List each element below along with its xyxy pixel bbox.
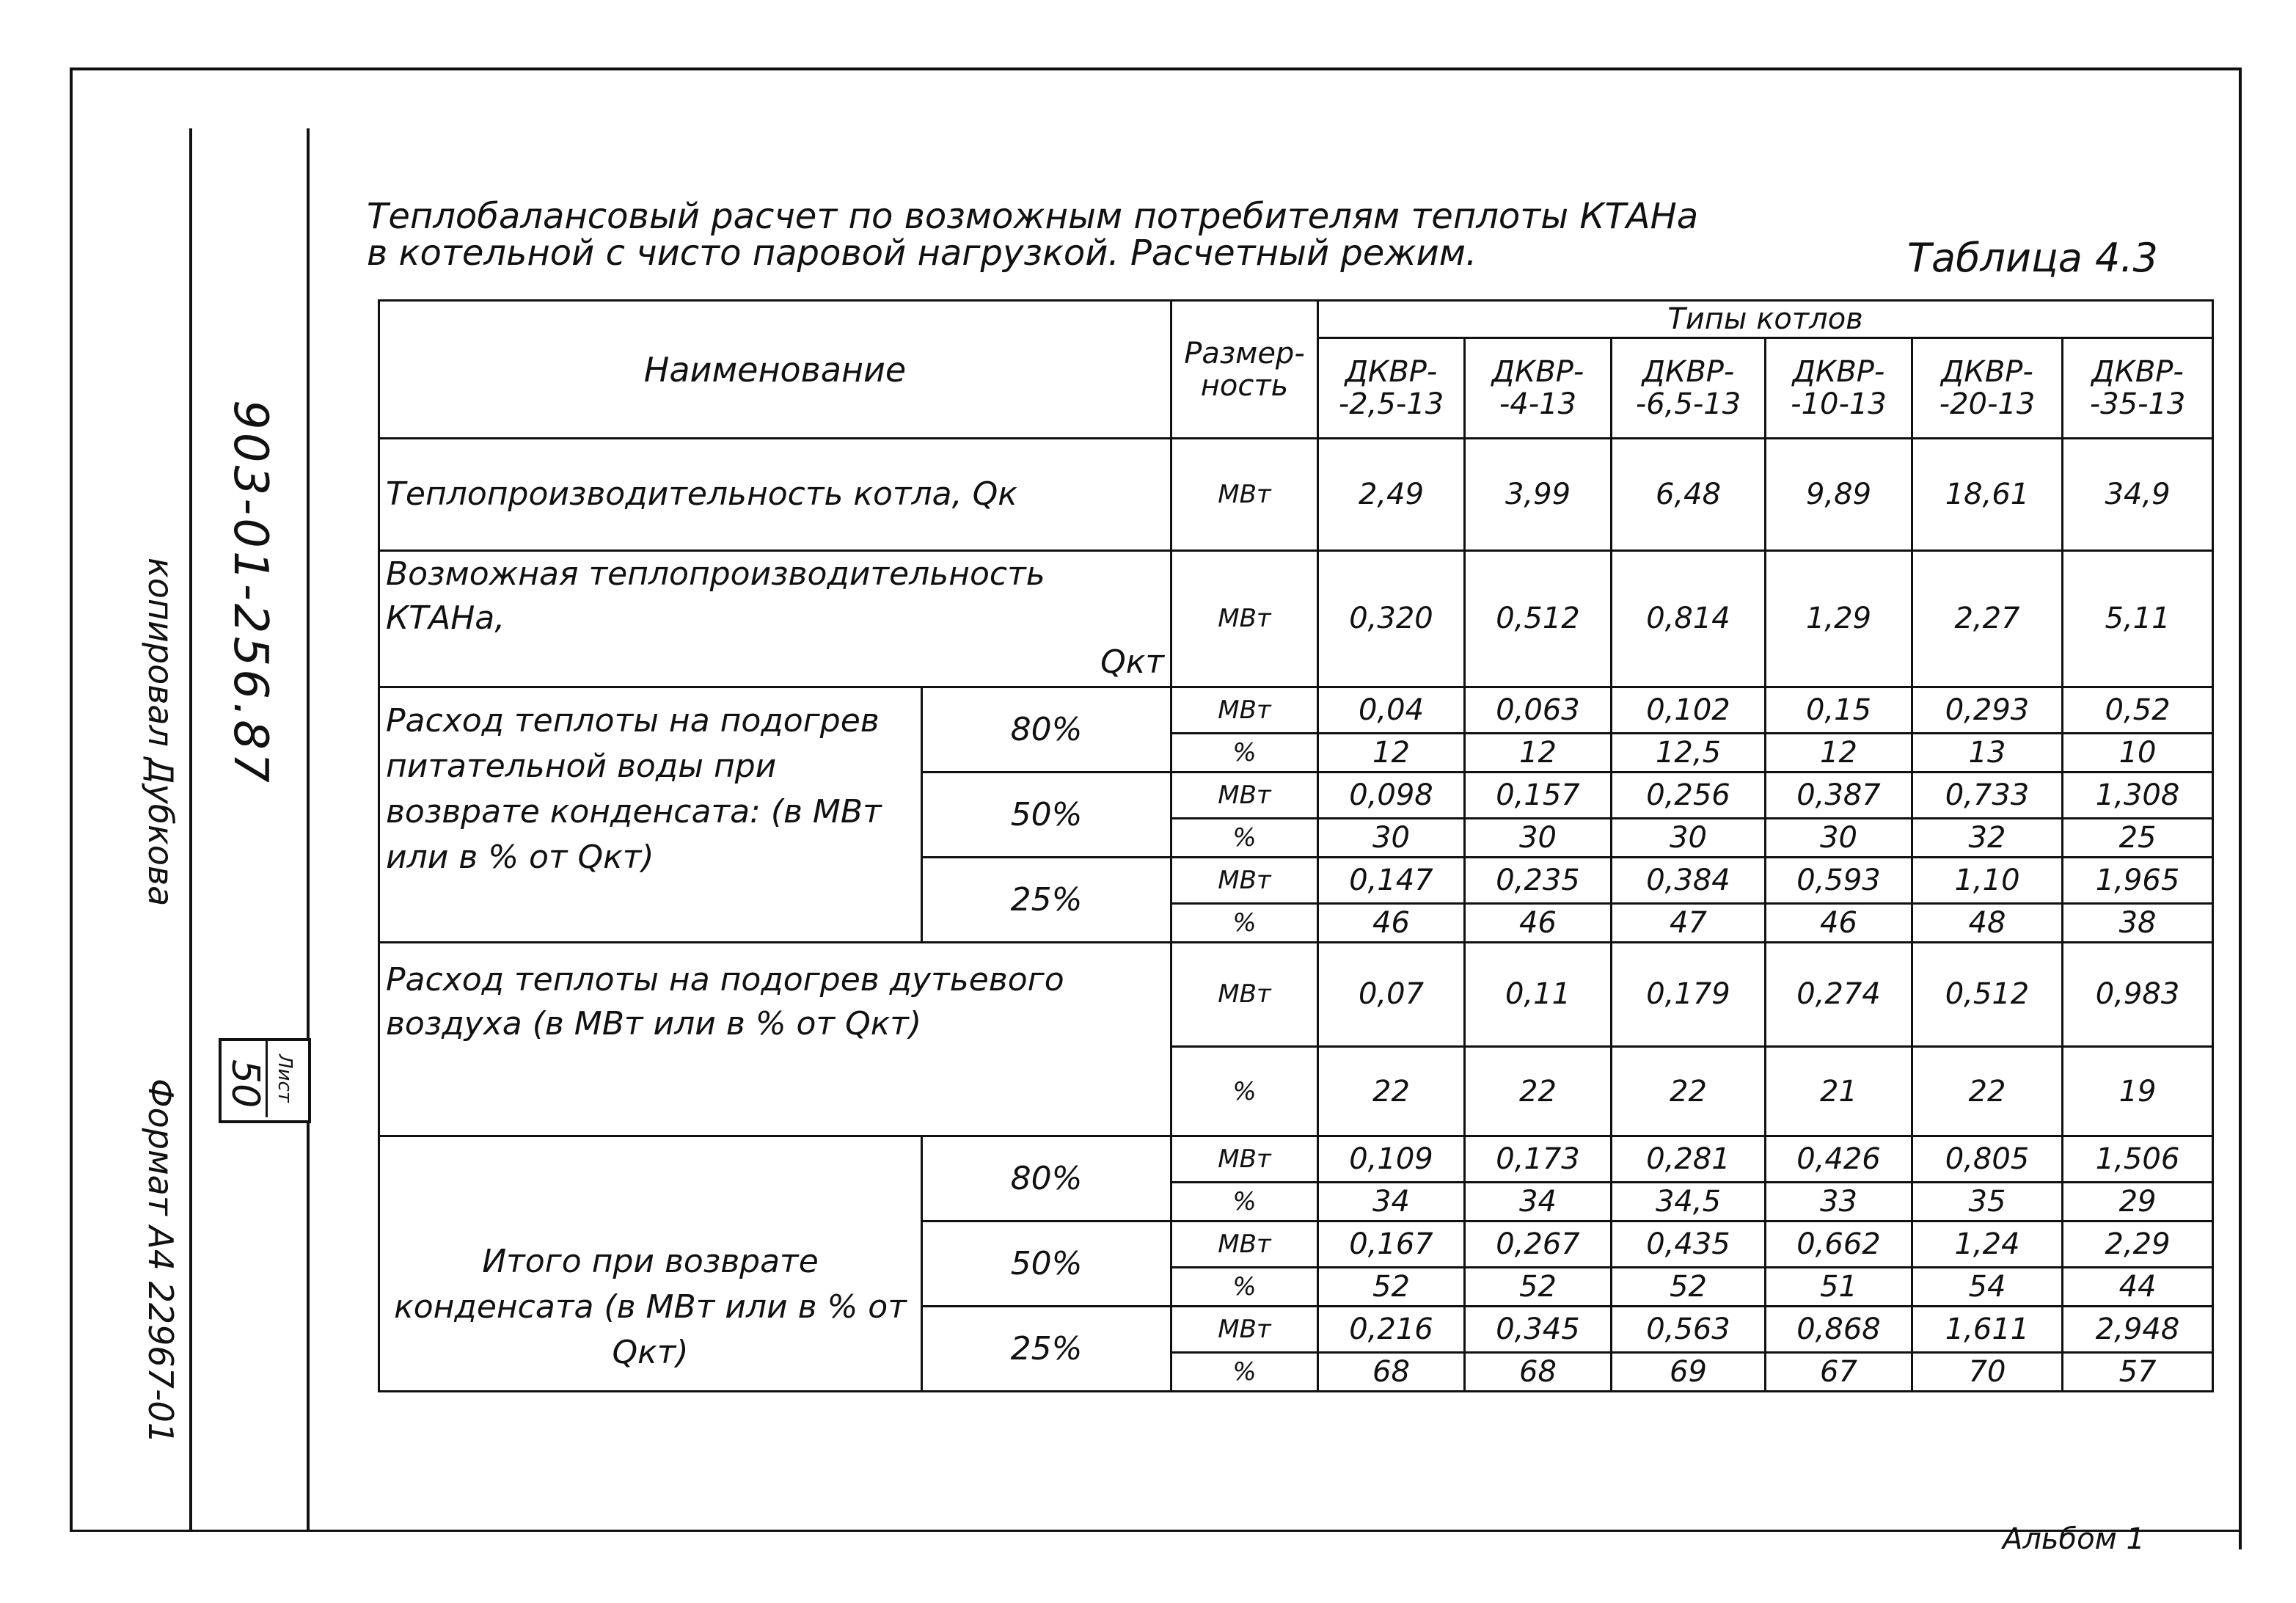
value-cell: 52 — [1318, 1268, 1465, 1307]
value-cell: 34 — [1318, 1183, 1465, 1222]
frame-top-border — [70, 67, 2241, 70]
binding-strip-border — [189, 128, 192, 1530]
value-cell: 35 — [1912, 1183, 2063, 1222]
value-cell: 32 — [1912, 818, 2063, 857]
value-cell: 0,733 — [1912, 772, 2063, 818]
header-name: Наименование — [379, 301, 1171, 439]
value-cell: 29 — [2063, 1183, 2213, 1222]
sheet-label: Лист — [274, 1054, 296, 1103]
unit-cell: % — [1171, 1183, 1318, 1222]
row-label: Расход теплоты на подогрев дутьевого воздуха (в МВт или в % от Qкт) — [379, 942, 1171, 1136]
value-cell: 0,15 — [1766, 687, 1912, 733]
value-cell: 0,512 — [1465, 550, 1612, 687]
value-cell: 0,384 — [1612, 857, 1766, 903]
value-cell: 44 — [2063, 1268, 2213, 1307]
title-line-2: в котельной с чисто паровой нагрузкой. Расчетный режим. — [367, 233, 1477, 274]
value-cell: 0,157 — [1465, 772, 1612, 818]
header-dimension: Размер-ность — [1171, 301, 1318, 439]
unit-cell: МВт — [1171, 942, 1318, 1046]
value-cell: 34,9 — [2063, 439, 2213, 551]
value-cell: 0,983 — [2063, 942, 2213, 1046]
value-cell: 0,167 — [1318, 1222, 1465, 1268]
frame-bottom-border — [70, 1530, 2241, 1532]
album-label: Альбом 1 — [2003, 1522, 2145, 1556]
table-number-label: Таблица 4.3 — [1907, 235, 2158, 281]
value-cell: 0,593 — [1766, 857, 1912, 903]
table-row — [379, 687, 2213, 733]
value-cell: 0,805 — [1912, 1136, 2063, 1183]
header-boiler-type: ДКВР- -4-13 — [1465, 337, 1612, 438]
value-cell: 12 — [1766, 733, 1912, 772]
table-row — [379, 942, 2213, 1046]
condensate-return-cell: 50% — [922, 772, 1171, 857]
format-note: Формат А4 22967-01 — [141, 1078, 180, 1445]
value-cell: 0,179 — [1612, 942, 1766, 1046]
value-cell: 57 — [2063, 1353, 2213, 1392]
value-cell: 2,49 — [1318, 439, 1465, 551]
header-boiler-types: Типы котлов — [1318, 301, 2213, 338]
unit-cell: МВт — [1171, 1136, 1318, 1183]
value-cell: 0,102 — [1612, 687, 1766, 733]
value-cell: 0,274 — [1766, 942, 1912, 1046]
unit-cell: МВт — [1171, 772, 1318, 818]
value-cell: 34,5 — [1612, 1183, 1766, 1222]
value-cell: 0,173 — [1465, 1136, 1612, 1183]
value-cell: 30 — [1318, 818, 1465, 857]
value-cell: 48 — [1912, 903, 2063, 942]
value-cell: 0,11 — [1465, 942, 1612, 1046]
value-cell: 12,5 — [1612, 733, 1766, 772]
value-cell: 34 — [1465, 1183, 1612, 1222]
row-label-main: Возможная теплопроизводительность КТАНа, — [386, 555, 1045, 638]
value-cell: 22 — [1318, 1047, 1465, 1136]
value-cell: 1,29 — [1766, 550, 1912, 687]
value-cell: 0,512 — [1912, 942, 2063, 1046]
value-cell: 6,48 — [1612, 439, 1766, 551]
header-boiler-type: ДКВР- -20-13 — [1912, 337, 2063, 438]
value-cell: 0,109 — [1318, 1136, 1465, 1183]
value-cell: 30 — [1766, 818, 1912, 857]
document-number: 903-01-256.87 — [223, 400, 277, 786]
value-cell: 1,506 — [2063, 1136, 2213, 1183]
value-cell: 0,345 — [1465, 1307, 1612, 1353]
value-cell: 33 — [1766, 1183, 1912, 1222]
value-cell: 12 — [1465, 733, 1612, 772]
condensate-return-cell: 25% — [922, 857, 1171, 942]
unit-cell: % — [1171, 903, 1318, 942]
value-cell: 0,52 — [2063, 687, 2213, 733]
unit-cell: МВт — [1171, 857, 1318, 903]
value-cell: 1,611 — [1912, 1307, 2063, 1353]
feedwater-section — [379, 687, 2213, 942]
value-cell: 1,965 — [2063, 857, 2213, 903]
row-label: Теплопроизводительность котла, Qк — [379, 439, 1171, 551]
value-cell: 1,10 — [1912, 857, 2063, 903]
value-cell: 9,89 — [1766, 439, 1912, 551]
header-boiler-type: ДКВР- -2,5-13 — [1318, 337, 1465, 438]
condensate-return-cell: 25% — [922, 1307, 1171, 1392]
unit-cell: МВт — [1171, 550, 1318, 687]
heat-balance-table — [378, 299, 2214, 1392]
header-boiler-type: ДКВР- -35-13 — [2063, 337, 2213, 438]
value-cell: 2,948 — [2063, 1307, 2213, 1353]
value-cell: 51 — [1766, 1268, 1912, 1307]
row-label — [379, 550, 1171, 687]
value-cell: 0,426 — [1766, 1136, 1912, 1183]
unit-cell: МВт — [1171, 1307, 1318, 1353]
value-cell: 0,235 — [1465, 857, 1612, 903]
unit-cell: % — [1171, 818, 1318, 857]
value-cell: 0,216 — [1318, 1307, 1465, 1353]
value-cell: 0,320 — [1318, 550, 1465, 687]
unit-cell: МВт — [1171, 687, 1318, 733]
value-cell: 67 — [1766, 1353, 1912, 1392]
title-line-1: Теплобалансовый расчет по возможным потребителям теплоты КТАНа — [367, 196, 1699, 237]
value-cell: 46 — [1465, 903, 1612, 942]
value-cell: 0,147 — [1318, 857, 1465, 903]
sheet-number: 50 — [223, 1059, 267, 1109]
value-cell: 38 — [2063, 903, 2213, 942]
value-cell: 12 — [1318, 733, 1465, 772]
value-cell: 70 — [1912, 1353, 2063, 1392]
value-cell: 0,098 — [1318, 772, 1465, 818]
header-boiler-type: ДКВР- -10-13 — [1766, 337, 1912, 438]
row-label: Расход теплоты на подогрев питательной воды при возврате конденсата: (в МВт или в % от Qкт) — [379, 687, 922, 942]
binding-strip-inner-border — [307, 128, 310, 1530]
value-cell: 22 — [1465, 1047, 1612, 1136]
value-cell: 2,29 — [2063, 1222, 2213, 1268]
value-cell: 0,07 — [1318, 942, 1465, 1046]
value-cell: 0,256 — [1612, 772, 1766, 818]
value-cell: 30 — [1465, 818, 1612, 857]
total-section — [379, 1136, 2213, 1392]
value-cell: 68 — [1465, 1353, 1612, 1392]
value-cell: 54 — [1912, 1268, 2063, 1307]
value-cell: 0,868 — [1766, 1307, 1912, 1353]
frame-left-border — [70, 67, 73, 1531]
value-cell: 46 — [1318, 903, 1465, 942]
value-cell: 5,11 — [2063, 550, 2213, 687]
value-cell: 0,267 — [1465, 1222, 1612, 1268]
row-label: Итого при возврате конденсата (в МВт или в % от Qкт) — [379, 1136, 922, 1392]
value-cell: 0,662 — [1766, 1222, 1912, 1268]
copied-by-note: копировал Дубкова — [141, 558, 180, 907]
unit-cell: МВт — [1171, 439, 1318, 551]
frame-right-border — [2239, 67, 2242, 1549]
unit-cell: % — [1171, 733, 1318, 772]
value-cell: 10 — [2063, 733, 2213, 772]
unit-cell: % — [1171, 1268, 1318, 1307]
unit-cell: МВт — [1171, 1222, 1318, 1268]
value-cell: 1,308 — [2063, 772, 2213, 818]
table-row — [379, 439, 2213, 551]
value-cell: 68 — [1318, 1353, 1465, 1392]
value-cell: 21 — [1766, 1047, 1912, 1136]
value-cell: 22 — [1612, 1047, 1766, 1136]
value-cell: 19 — [2063, 1047, 2213, 1136]
value-cell: 3,99 — [1465, 439, 1612, 551]
value-cell: 30 — [1612, 818, 1766, 857]
value-cell: 0,814 — [1612, 550, 1766, 687]
value-cell: 47 — [1612, 903, 1766, 942]
value-cell: 0,063 — [1465, 687, 1612, 733]
value-cell: 0,387 — [1766, 772, 1912, 818]
value-cell: 52 — [1465, 1268, 1612, 1307]
value-cell: 1,24 — [1912, 1222, 2063, 1268]
condensate-return-cell: 50% — [922, 1222, 1171, 1307]
header-boiler-type: ДКВР- -6,5-13 — [1612, 337, 1766, 438]
unit-cell: % — [1171, 1353, 1318, 1392]
condensate-return-cell: 80% — [922, 687, 1171, 772]
value-cell: 25 — [2063, 818, 2213, 857]
value-cell: 22 — [1912, 1047, 2063, 1136]
table-row — [379, 550, 2213, 687]
row-label-sub: Qкт — [1100, 643, 1164, 682]
value-cell: 52 — [1612, 1268, 1766, 1307]
value-cell: 46 — [1766, 903, 1912, 942]
value-cell: 0,563 — [1612, 1307, 1766, 1353]
value-cell: 0,04 — [1318, 687, 1465, 733]
document-title — [367, 196, 1699, 274]
value-cell: 2,27 — [1912, 550, 2063, 687]
unit-cell: % — [1171, 1047, 1318, 1136]
value-cell: 69 — [1612, 1353, 1766, 1392]
table-row — [379, 1136, 2213, 1183]
value-cell: 0,435 — [1612, 1222, 1766, 1268]
value-cell: 0,293 — [1912, 687, 2063, 733]
value-cell: 0,281 — [1612, 1136, 1766, 1183]
value-cell: 13 — [1912, 733, 2063, 772]
value-cell: 18,61 — [1912, 439, 2063, 551]
condensate-return-cell: 80% — [922, 1136, 1171, 1222]
